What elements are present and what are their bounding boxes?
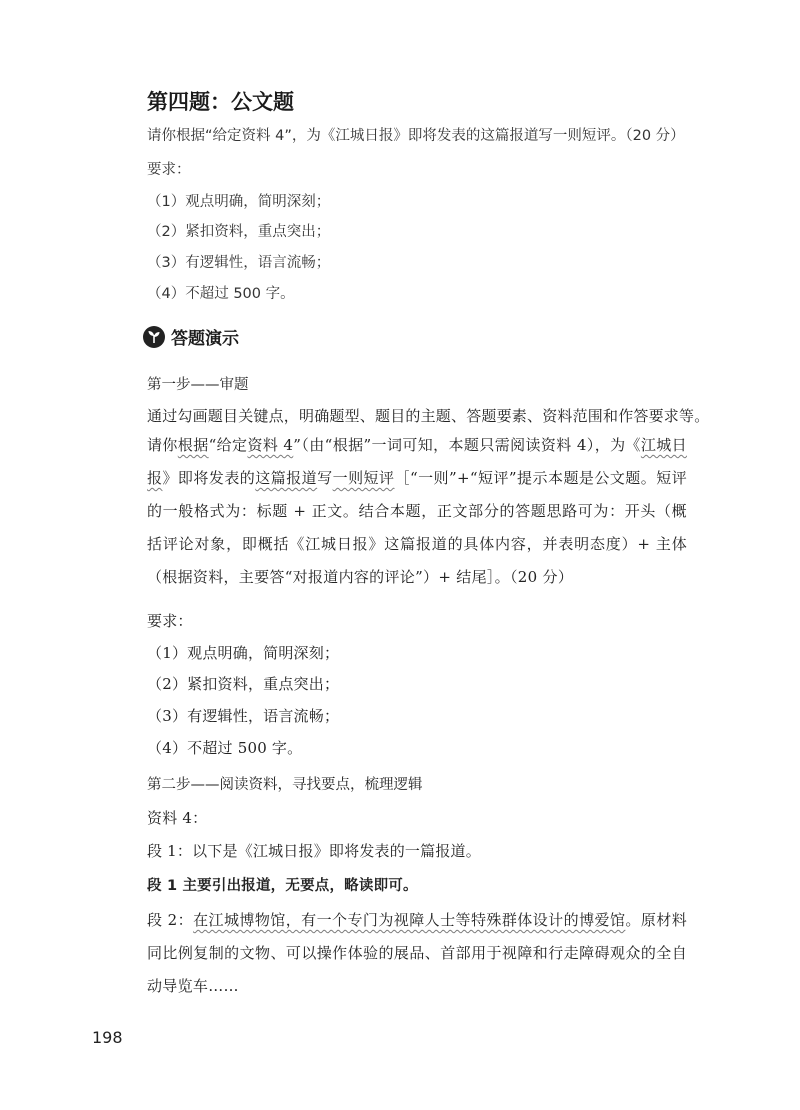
question-requirement-3: （3）有逻辑性，语言流畅； [147,255,331,271]
material-label: 资料 4： [147,809,208,827]
para-label: 段 2： [147,911,194,929]
page-number: 198 [92,1028,123,1047]
question-prompt: 请你根据“给定资料 4”，为《江城日报》即将发表的这篇报道写一则短评。（20 分） [147,128,685,144]
analysis-text: ”（由“根据”一词可知，本题只需阅读资料 4），为《 [293,436,641,454]
keyword-underlined: 资料 4 [247,436,294,454]
analysis-text: 请你 [147,436,178,454]
sprout-icon [143,326,165,348]
step1-intro: 通过勾画题目关键点，明确题型、题目的主题、答题要素、资料范围和作答要求等。 [147,407,710,425]
step1-analysis [147,429,687,594]
question-requirement-1: （1）观点明确，简明深刻； [147,194,331,210]
keyword-underlined: 这篇报道 [255,469,318,487]
keyword-underlined: 在江城博物馆，有一个专门为视障人士等特殊群体设计的博爱馆 [193,911,626,929]
para-text: 。原材料同比例复制的文物、可以操作体验的展品、首部用于视障和行走障碍观众的全自动导览车…… [147,911,688,995]
keyword-underlined: 一则短评 [332,469,395,487]
question-requirement-2: （2）紧扣资料，重点突出； [147,224,331,240]
question-requirement-4: （4）不超过 500 字。 [147,286,295,302]
step1-requirement-4: （4）不超过 500 字。 [147,739,303,757]
step1-heading: 第一步——审题 [147,377,249,393]
demo-heading [143,324,239,349]
analysis-text: 》即将发表的 [162,469,256,487]
keyword-underlined: 根据 [177,436,209,454]
section-title: 第四题：公文题 [147,90,294,114]
keyword-underlined: 江城日报 [147,436,687,487]
analysis-text: “给定 [208,436,248,454]
demo-title: 答题演示 [171,329,239,349]
step1-requirement-1: （1）观点明确，简明深刻； [147,644,340,662]
step2-heading: 第二步——阅读资料，寻找要点，梳理逻辑 [147,777,423,793]
question-requirements-label: 要求： [147,162,191,178]
analysis-text: 写 [317,469,333,487]
material-para-1: 段 1：以下是《江城日报》即将发表的一篇报道。 [147,842,481,860]
material-para-1-note: 段 1 主要引出报道，无要点，略读即可。 [147,878,418,894]
step1-requirement-3: （3）有逻辑性，语言流畅； [147,707,340,725]
analysis-text: ［“一则”+“短评”提示本题是公文题。短评的一般格式为：标题 + 正文。结合本题，正文部分的答题思路可为：开头（概括评论对象，即概括《江城日报》这篇报道的具体内容，并表明态度）+ 主体（根据资料，主要答“对报道内容的评论”）+ 结尾］。（20 分） [147,469,687,586]
step1-requirements-label: 要求： [147,612,193,630]
step1-requirement-2: （2）紧扣资料，重点突出； [147,675,340,693]
material-para-2 [147,904,687,1003]
